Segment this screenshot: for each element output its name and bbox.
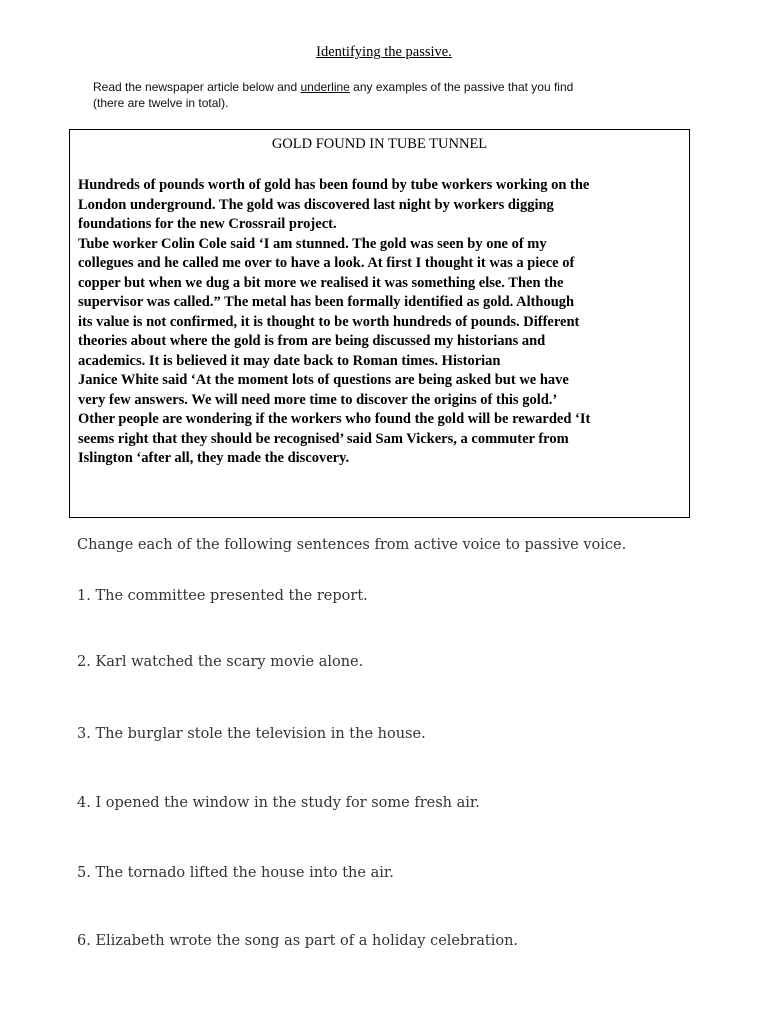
question-1: 1. The committee presented the report. <box>77 588 368 604</box>
article-line: Hundreds of pounds worth of gold has been found by tube workers working on the <box>78 177 590 193</box>
page-title: Identifying the passive. <box>316 44 452 60</box>
article-body <box>78 176 692 469</box>
question-3: 3. The burglar stole the television in the house. <box>77 726 426 742</box>
article-line: London underground. The gold was discovered last night by workers digging <box>78 196 554 213</box>
article-line: foundations for the new Crossrail project. <box>78 216 337 232</box>
exercise-instruction: Change each of the following sentences from active voice to passive voice. <box>77 537 627 553</box>
newspaper-article-box <box>69 129 690 518</box>
article-line: seems right that they should be recognised’ said Sam Vickers, a commuter from <box>78 430 569 447</box>
instruction-text-end: any examples of the passive that you find <box>349 80 574 94</box>
reading-instruction <box>93 79 683 111</box>
question-4: 4. I opened the window in the study for some fresh air. <box>77 795 480 811</box>
article-line: theories about where the gold is from are being discussed my historians and <box>78 333 546 349</box>
instruction-underlined-word: underline <box>300 80 350 94</box>
instruction-text-line2: (there are twelve in total). <box>93 96 229 110</box>
article-headline: GOLD FOUND IN TUBE TUNNEL <box>271 136 488 152</box>
article-line: copper but when we dug a bit more we realised it was something else. Then the <box>78 274 564 291</box>
question-2: 2. Karl watched the scary movie alone. <box>77 654 364 670</box>
article-line: supervisor was called.” The metal has been formally identified as gold. Although <box>78 294 575 310</box>
article-line: Islington ‘after all, they made the discovery. <box>78 450 350 466</box>
instruction-text-start: Read the newspaper article below and <box>93 80 301 94</box>
article-line: Tube worker Colin Cole said ‘I am stunned. The gold was seen by one of my <box>78 235 547 252</box>
article-line: very few answers. We will need more time to discover the origins of this gold.’ <box>78 391 558 408</box>
question-6: 6. Elizabeth wrote the song as part of a holiday celebration. <box>77 933 519 949</box>
article-line: collegues and he called me over to have a look. At first I thought it was a piece of <box>78 255 575 271</box>
question-5: 5. The tornado lifted the house into the air. <box>77 865 394 881</box>
article-line: Janice White said ‘At the moment lots of questions are being asked but we have <box>78 372 569 388</box>
article-line: academics. It is believed it may date back to Roman times. Historian <box>78 352 501 369</box>
article-line: its value is not confirmed, it is thought to be worth hundreds of pounds. Different <box>78 313 580 330</box>
article-line: Other people are wondering if the workers who found the gold will be rewarded ‘It <box>78 411 591 427</box>
